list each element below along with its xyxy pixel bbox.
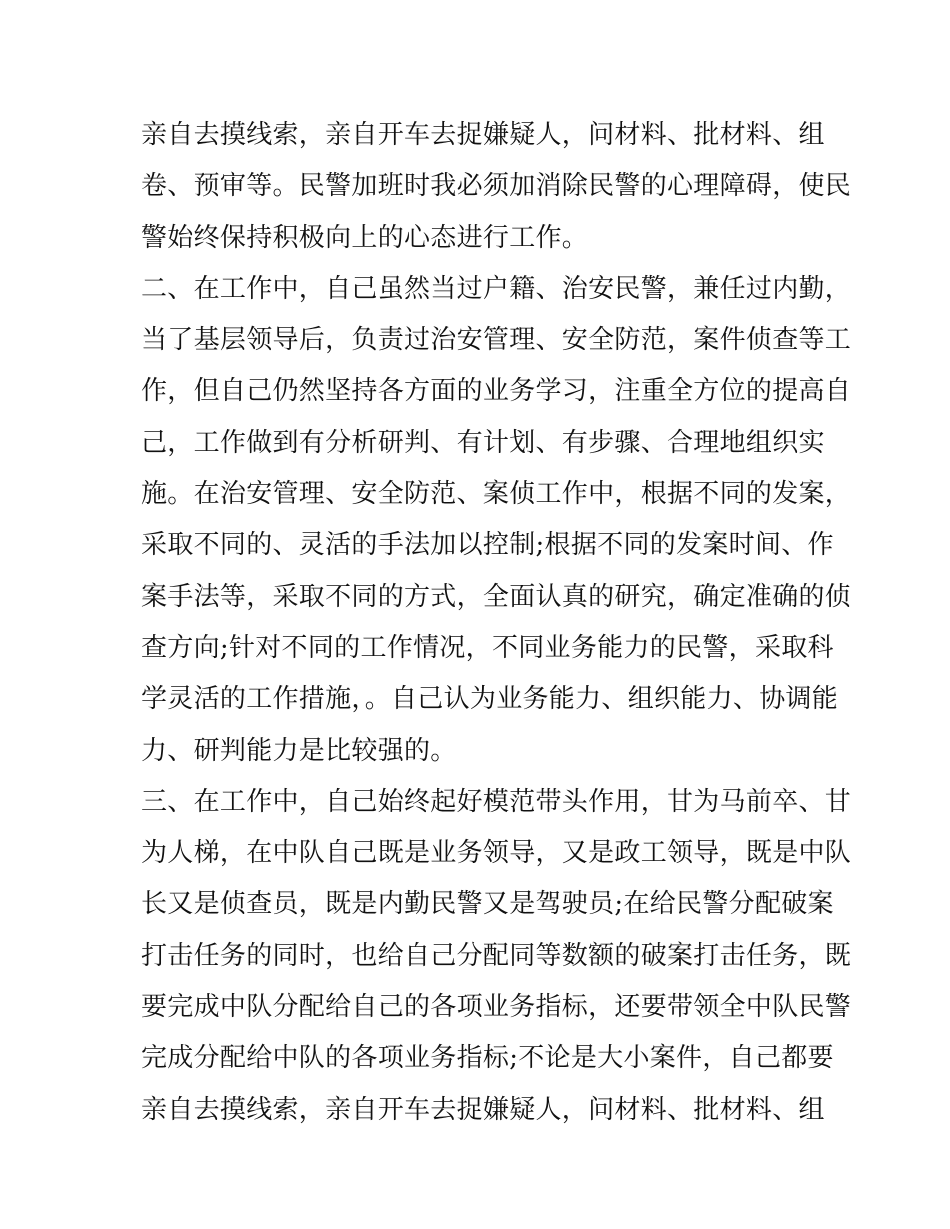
text-line: 三、在工作中，自己始终起好模范带头作用，甘为马前卒、甘 (141, 786, 852, 817)
text-line: 案手法等，采取不同的方式，全面认真的研究，确定准确的侦 (141, 581, 852, 612)
text-line: 长又是侦查员，既是内勤民警又是驾驶员;在给民警分配破案 (141, 889, 834, 920)
text-line: 学灵活的工作措施，。自己认为业务能力、组织能力、协调能 (141, 684, 839, 715)
text-line: 要完成中队分配给自己的各项业务指标，还要带领全中队民警 (141, 992, 852, 1023)
text-line: 二、在工作中，自己虽然当过户籍、治安民警，兼任过内勤， (141, 273, 852, 304)
text-line: 亲自去摸线索，亲自开车去捉嫌疑人，问材料、批材料、组 (141, 120, 825, 150)
text-line: 查方向;针对不同的工作情况，不同业务能力的民警，采取科 (141, 632, 834, 663)
text-line: 完成分配给中队的各项业务指标;不论是大小案件，自己都要 (141, 1043, 834, 1074)
text-line: 作，但自己仍然坚持各方面的业务学习，注重全方位的提高自 (141, 376, 852, 407)
text-line: 当了基层领导后，负责过治安管理、安全防范，案件侦查等工 (141, 325, 852, 356)
text-line: 卷、预审等。民警加班时我必须加消除民警的心理障碍，使民 (141, 171, 852, 202)
text-line: 采取不同的、灵活的手法加以控制;根据不同的发案时间、作 (141, 530, 834, 561)
text-line: 为人梯，在中队自己既是业务领导，又是政工领导，既是中队 (141, 838, 852, 869)
text-line: 亲自去摸线索，亲自开车去捉嫌疑人，问材料、批材料、组 (141, 1094, 825, 1125)
text-line: 打击任务的同时，也给自己分配同等数额的破案打击任务，既 (141, 940, 852, 971)
text-line: 力、研判能力是比较强的。 (141, 735, 457, 766)
text-line: 警始终保持积极向上的心态进行工作。 (141, 222, 589, 253)
text-line: 施。在治安管理、安全防范、案侦工作中，根据不同的发案， (141, 479, 852, 510)
text-line: 己，工作做到有分析研判、有计划、有步骤、合理地组织实 (141, 427, 825, 458)
body-text (141, 110, 852, 1136)
